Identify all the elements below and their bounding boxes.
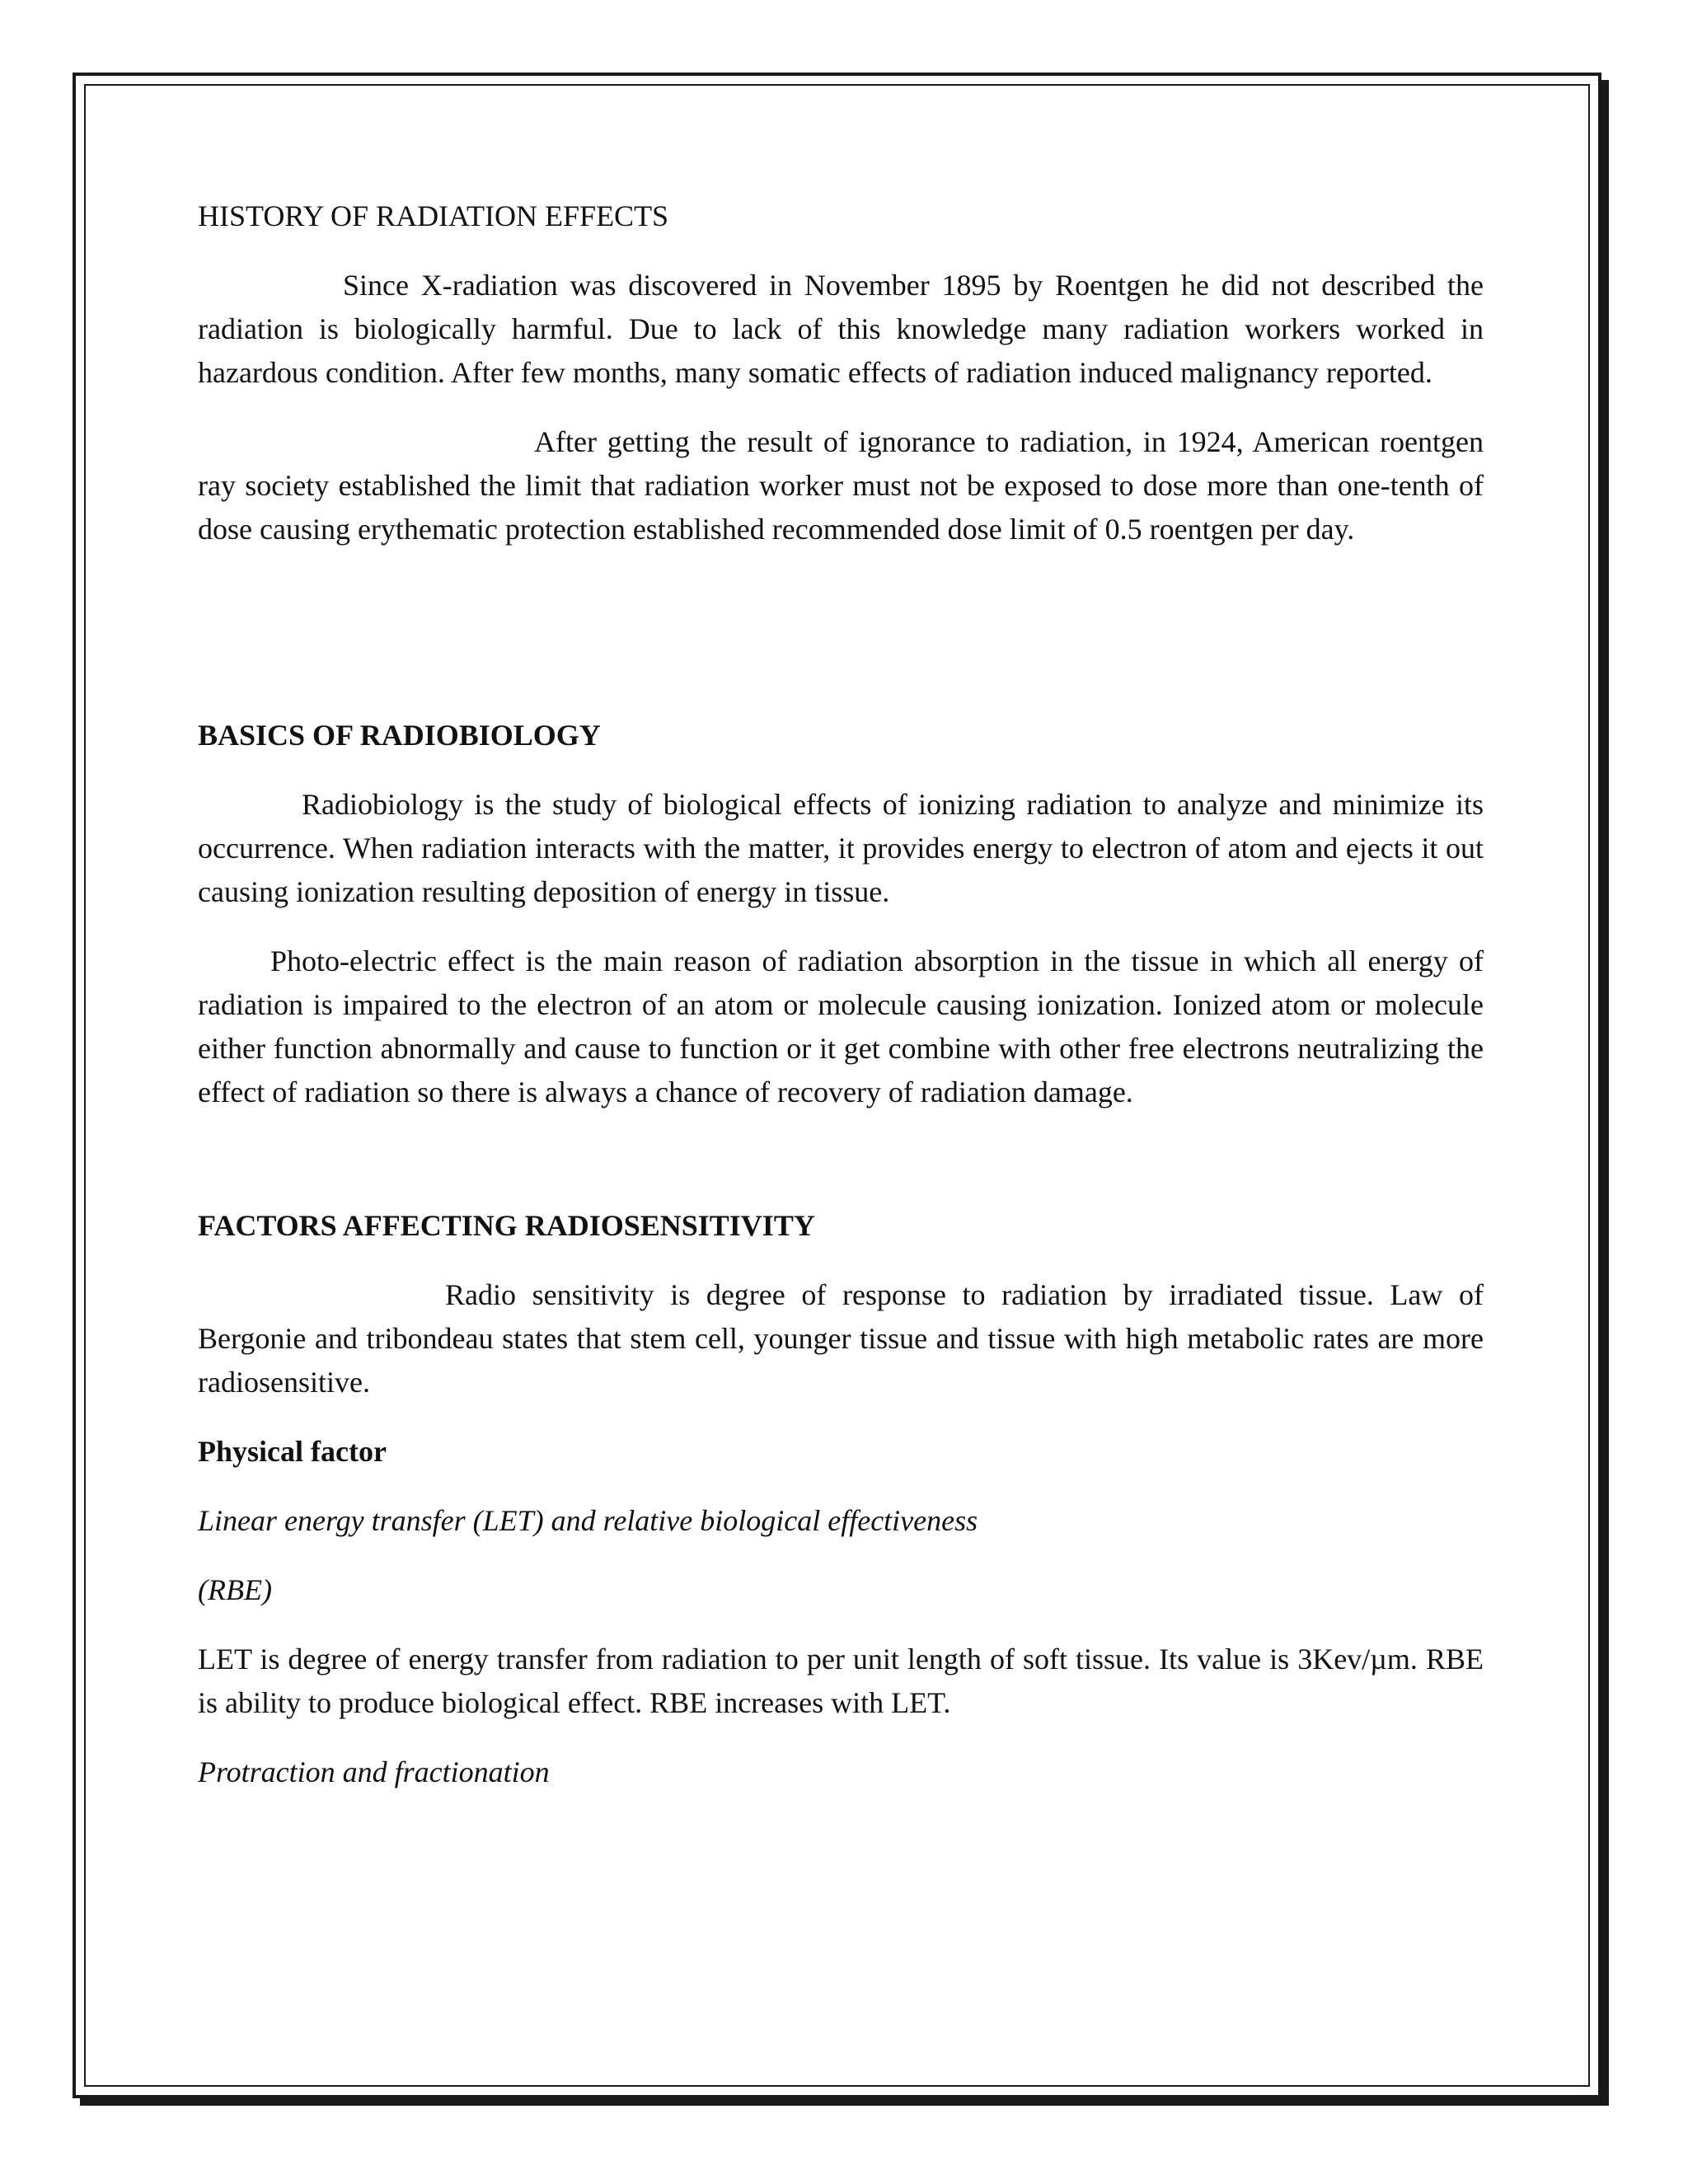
heading-factors: FACTORS AFFECTING RADIOSENSITIVITY (198, 1209, 815, 1242)
paragraph-history-1: Since X-radiation was discovered in November 1895 by Roentgen he did not described the radiation is biologically harmful. Due to lack of this knowledge many radiation workers worked in hazardous condition. After few months, many somatic effects of radiation induced malignancy reported. (198, 269, 1484, 389)
section-spacer (198, 1140, 1484, 1204)
paragraph-let-rbe: LET is degree of energy transfer from radiation to per unit length of soft tissue. Its value is 3Kev/µm. RBE is ability to produce biological effect. RBE increases with LET. (198, 1643, 1484, 1719)
heading-basics: BASICS OF RADIOBIOLOGY (198, 719, 601, 752)
document-body (198, 194, 1484, 1820)
italic-heading-rbe: (RBE) (198, 1573, 272, 1606)
paragraph-history-2: After getting the result of ignorance to radiation, in 1924, American roentgen ray society established the limit that radiation worker must not be exposed to dose more than one-tenth of dose causing erythematic protection established recommended dose limit of 0.5 roentgen per day. (198, 425, 1484, 546)
italic-heading-protraction: Protraction and fractionation (198, 1755, 550, 1788)
subheading-physical-factor: Physical factor (198, 1435, 387, 1468)
section-spacer (198, 577, 1484, 714)
heading-history: HISTORY OF RADIATION EFFECTS (198, 199, 669, 232)
paragraph-factors-1: Radio sensitivity is degree of response to radiation by irradiated tissue. Law of Bergonie and tribondeau states that stem cell, younger tissue and tissue with high metabolic rates are more radiosensitive. (198, 1278, 1484, 1399)
italic-heading-let: Linear energy transfer (LET) and relative biological effectiveness (198, 1504, 978, 1537)
paragraph-basics-2: Photo-electric effect is the main reason of radiation absorption in the tissue in which all energy of radiation is impaired to the electron of an atom or molecule causing ionization. Ionized atom or molecule either function abnormally and cause to function or it get combine with other free electrons neutralizing the effect of radiation so there is always a chance of recovery of radiation damage. (198, 944, 1484, 1108)
paragraph-basics-1: Radiobiology is the study of biological effects of ionizing radiation to analyze and minimize its occurrence. When radiation interacts with the matter, it provides energy to electron of atom and ejects it out causing ionization resulting deposition of energy in tissue. (198, 788, 1484, 908)
